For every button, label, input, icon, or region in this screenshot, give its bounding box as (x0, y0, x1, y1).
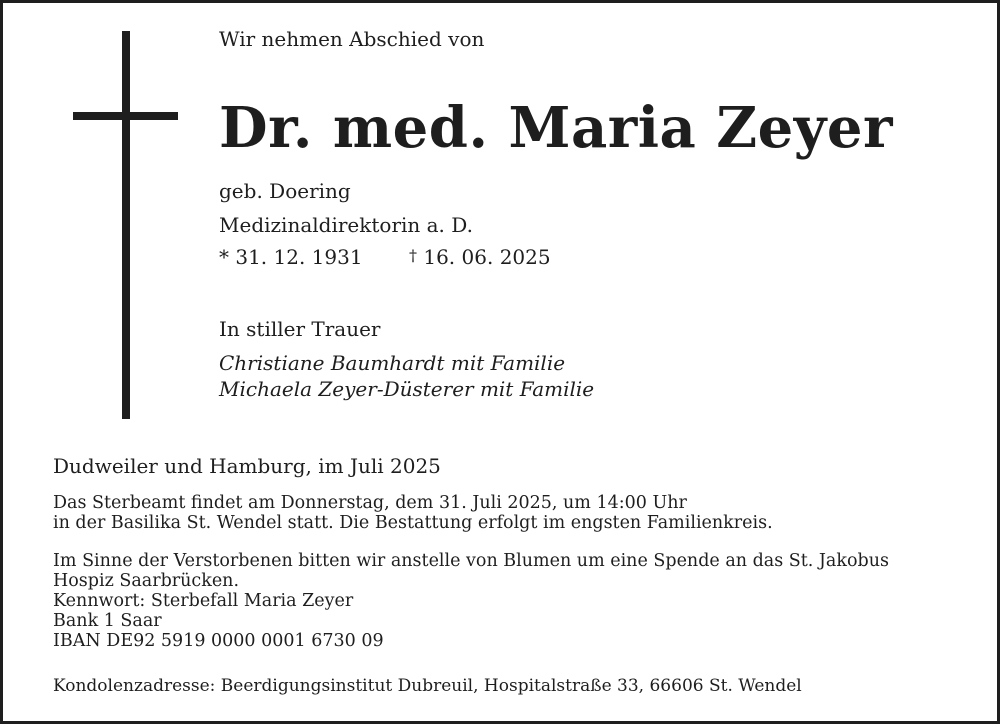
donation-line: Im Sinne der Verstorbenen bitten wir anstelle von Blumen um eine Spende an das St. Jakobus (53, 551, 889, 571)
donation-keyword: Kennwort: Sterbefall Maria Zeyer (53, 591, 354, 611)
donation-line: Hospiz Saarbrücken. (53, 571, 240, 591)
cross-horizontal-bar (73, 112, 178, 120)
cross-vertical-bar (122, 31, 130, 419)
professional-title: Medizinaldirektorin a. D. (219, 213, 473, 237)
donation-bank: Bank 1 Saar (53, 611, 162, 631)
place-date: Dudweiler und Hamburg, im Juli 2025 (53, 454, 441, 478)
mourner-item: Michaela Zeyer-Düsterer mit Familie (219, 377, 595, 401)
mourner-item: Christiane Baumhardt mit Familie (219, 351, 566, 375)
condolence-address: Kondolenzadresse: Beerdigungsinstitut Dubreuil, Hospitalstraße 33, 66606 St. Wendel (53, 676, 802, 696)
birth-date: * 31. 12. 1931 (219, 245, 363, 269)
death-date-line (409, 245, 551, 269)
service-line: in der Basilika St. Wendel statt. Die Bestattung erfolgt im engsten Familienkreis. (53, 513, 773, 533)
donation-info (53, 551, 889, 651)
death-date: 16. 06. 2025 (423, 245, 551, 269)
birth-name: geb. Doering (219, 179, 351, 203)
service-info (53, 493, 773, 533)
service-line: Das Sterbeamt findet am Donnerstag, dem 31. Juli 2025, um 14:00 Uhr (53, 493, 687, 513)
mourning-heading: In stiller Trauer (219, 317, 381, 341)
mourners-list (219, 350, 594, 402)
intro-text: Wir nehmen Abschied von (219, 27, 485, 51)
donation-iban: IBAN DE92 5919 0000 0001 6730 09 (53, 631, 384, 651)
dagger-icon: † (409, 246, 417, 265)
deceased-name: Dr. med. Maria Zeyer (219, 95, 893, 161)
